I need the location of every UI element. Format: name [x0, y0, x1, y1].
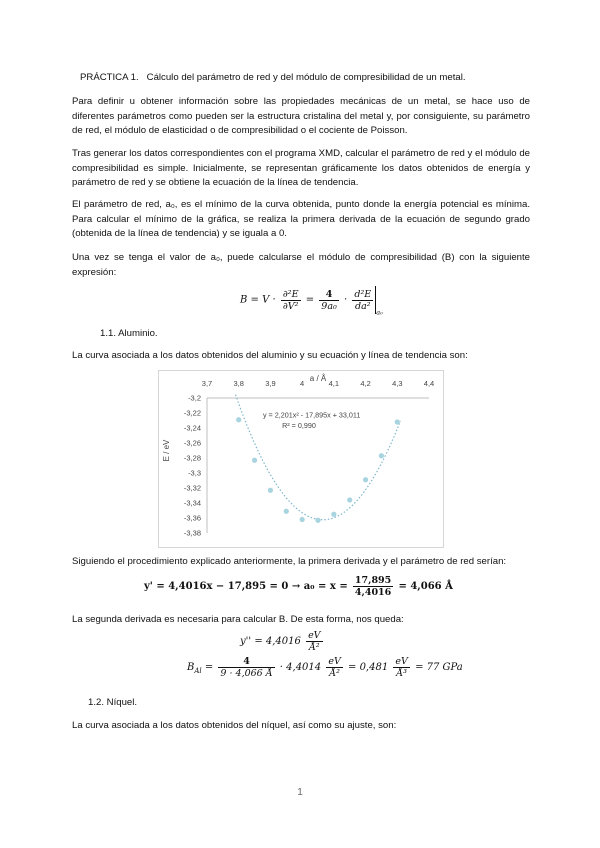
- eq-lhs: B = V ·: [240, 294, 276, 306]
- y-tick-label: -3,22: [183, 408, 201, 418]
- y-axis-label: E / eV: [162, 439, 171, 462]
- eq-frac-num: 4: [218, 656, 274, 668]
- eq-frac-four: [319, 289, 339, 312]
- eq-al-unit: [326, 656, 342, 679]
- eq-frac-den: Å²: [308, 642, 320, 653]
- paragraph-minimum: El parámetro de red, a₀, es el mínimo de la curva obtenida, punto donde la energía potencial es mínima. Para calcular el mínimo de la gráfica, se realiza la primera derivada de la ecuación de segundo grado (obtenida de la línea de tendencia) y se iguala a 0.: [72, 199, 530, 239]
- x-axis-label: a / Å: [309, 374, 327, 383]
- eq-al-mid2: = 0,481: [348, 662, 389, 673]
- data-point: [395, 419, 400, 424]
- subsection-aluminio: 1.1. Aluminio.: [100, 328, 158, 339]
- equation-bulk-aluminio: [187, 656, 463, 679]
- paragraph-bulk-intro: Una vez se tenga el valor de a₀, puede calcularse el módulo de compresibilidad (B) con la siguiente expresión:: [72, 252, 530, 278]
- trendline-equation: y = 2,201x² - 17,895x + 33,011: [262, 410, 361, 420]
- eq-deriv1-lhs: y' = 4,4016x − 17,895 = 0 → a₀ = x =: [144, 581, 348, 592]
- data-point: [379, 453, 384, 458]
- eq-al-mid: · 4,4014: [279, 662, 322, 673]
- paragraph-method: Tras generar los datos correspondientes con el programa XMD, calcular el parámetro de red y el módulo de compresibilidad es simple. Inicialmente, se representan gráficamente los datos obtenidos de energía y parámetro de red y se obtiene la ecuación de la línea de tendencia.: [72, 148, 530, 188]
- data-point: [363, 477, 368, 482]
- paragraph-procedure: Siguiendo el procedimiento explicado anteriormente, la primera derivada y el parámetro de red serían:: [72, 556, 507, 567]
- x-tick-label: 3,7: [201, 379, 213, 388]
- eq-deriv2-unit: [306, 630, 322, 653]
- data-point: [252, 458, 257, 463]
- equation-first-derivative: [144, 575, 453, 598]
- eq-al-result: = 77 GPa: [415, 662, 463, 673]
- x-tick-label: 3,9: [265, 379, 276, 388]
- eq-equals: =: [305, 294, 315, 306]
- heading-title: Cálculo del parámetro de red y del módulo de compresibilidad de un metal.: [146, 72, 466, 83]
- y-tick-label: -3,3: [188, 468, 201, 478]
- y-tick-label: -3,38: [183, 528, 201, 538]
- eq-frac-num: eV: [308, 630, 321, 641]
- x-tick-label: 4,4: [423, 379, 435, 388]
- x-tick-label: 3,8: [233, 379, 244, 388]
- trendline-r2: R² = 0,990: [282, 421, 316, 430]
- paragraph-al-curve: La curva asociada a los datos obtenidos del aluminio y su ecuación y línea de tendencia son:: [72, 350, 468, 361]
- heading-number: PRÁCTICA 1.: [80, 72, 139, 83]
- page-number: 1: [297, 787, 303, 798]
- eq-frac-num: d²E: [354, 288, 372, 300]
- eq-dot: ·: [344, 294, 348, 306]
- eq-frac-num: ∂²E: [282, 288, 299, 300]
- eq-eval-sub: a₀: [376, 308, 383, 317]
- section-heading: [80, 72, 466, 83]
- y-tick-label: -3,28: [183, 453, 201, 463]
- x-tick-label: 4,1: [328, 379, 340, 388]
- paragraph-intro: Para definir u obtener información sobre las propiedades mecánicas de un metal, se hace uso de diferentes parámetros como pueden ser la estructura cristalina del metal y, por consiguiente, su parámetro de red, el módulo de elasticidad o de compresibilidad o el cociente de Poisson.: [72, 96, 530, 136]
- data-point: [315, 518, 320, 523]
- eq-al-sub: Al: [194, 667, 202, 675]
- eq-al-equals: =: [204, 662, 214, 673]
- eq-al-unit2: [393, 656, 409, 679]
- eq-frac-den: 9a₀: [321, 300, 337, 312]
- data-point: [268, 488, 273, 493]
- x-tick-label: 4,3: [392, 379, 403, 388]
- data-point: [331, 512, 336, 517]
- eq-frac-derivative: [352, 289, 373, 312]
- eq-frac-den: Å²: [329, 668, 340, 679]
- eq-frac-num: eV: [395, 656, 408, 667]
- chart-aluminio: [158, 370, 444, 548]
- y-tick-label: -3,32: [183, 483, 201, 493]
- data-point: [236, 417, 241, 422]
- x-tick-label: 4: [300, 379, 305, 388]
- x-tick-label: 4,2: [360, 379, 371, 388]
- eq-frac-partial: [281, 289, 301, 312]
- eq-deriv2-lhs: y'' = 4,4016: [240, 636, 301, 647]
- subsection-niquel: 1.2. Níquel.: [88, 697, 138, 708]
- eq-frac-num: eV: [328, 656, 341, 667]
- eq-frac-den: Å³: [396, 668, 407, 679]
- eq-frac-num: 4: [319, 289, 339, 301]
- paragraph-second-derivative: La segunda derivada es necesaria para calcular B. De esta forma, nos queda:: [72, 614, 404, 625]
- eq-frac-den: 9 · 4,066 Å: [220, 668, 273, 679]
- eq-frac-num: 17,895: [354, 575, 392, 586]
- eq-frac-den: ∂V²: [282, 300, 299, 312]
- equation-bulk-modulus: [240, 286, 383, 317]
- chart-svg: [159, 371, 443, 547]
- equation-second-derivative: [240, 630, 325, 653]
- data-point: [347, 497, 352, 502]
- data-point: [300, 517, 305, 522]
- y-tick-label: -3,36: [183, 513, 201, 523]
- eq-frac-den: da²: [355, 300, 371, 312]
- eq-deriv1-result: = 4,066 Å: [398, 581, 453, 592]
- eq-al-frac: [218, 656, 274, 679]
- y-tick-label: -3,26: [183, 438, 201, 448]
- eq-al-lhs: B: [187, 662, 195, 673]
- eq-deriv1-frac: [353, 575, 393, 598]
- y-tick-label: -3,24: [183, 423, 201, 433]
- paragraph-ni-curve: La curva asociada a los datos obtenidos del níquel, así como su ajuste, son:: [72, 720, 397, 731]
- y-tick-label: -3,34: [183, 498, 201, 508]
- data-point: [284, 509, 289, 514]
- y-tick-label: -3,2: [188, 393, 201, 403]
- eq-frac-den: 4,4016: [354, 587, 392, 598]
